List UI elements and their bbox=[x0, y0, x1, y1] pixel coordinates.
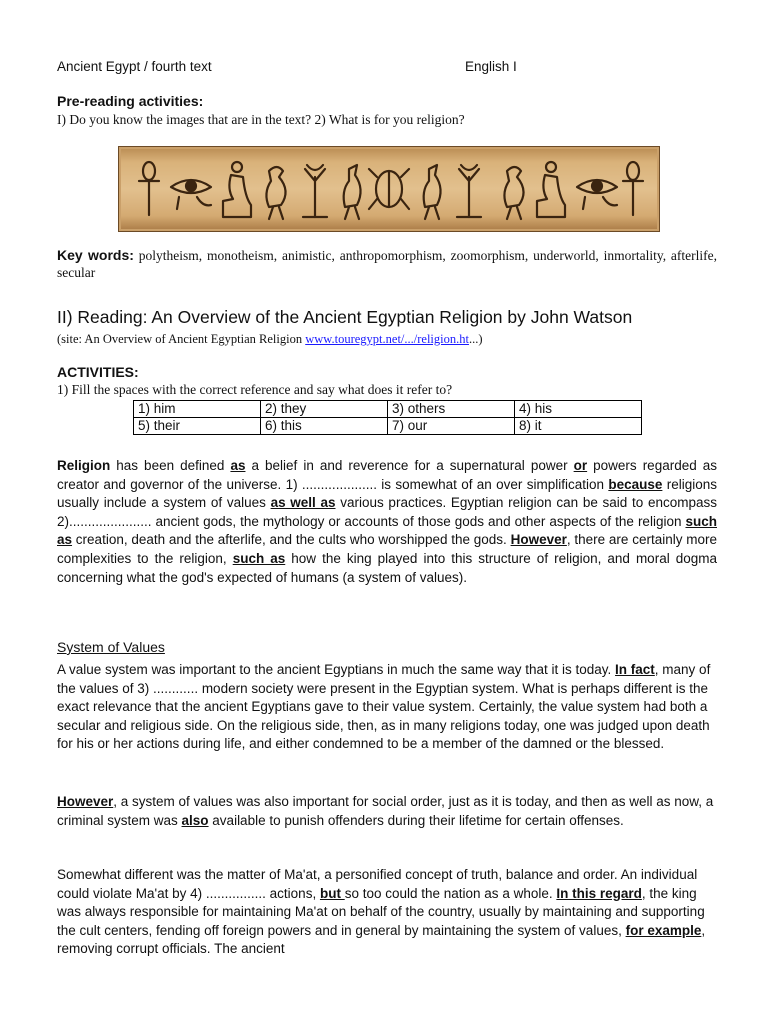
papyrus-glyph bbox=[457, 165, 481, 217]
table-cell: 4) his bbox=[515, 401, 642, 418]
connector-word: In fact bbox=[615, 662, 655, 677]
papyrus-glyph bbox=[303, 165, 327, 217]
text-run: religions usually include a system of values bbox=[57, 476, 717, 511]
source-link[interactable]: www.touregypt.net/.../religion.ht bbox=[305, 332, 469, 346]
table-cell: 6) this bbox=[261, 418, 388, 435]
table-row bbox=[134, 418, 642, 435]
text-run: , many of the values of 3) ............ modern society were present in the Egyptian system. What is perhaps different is the exact relevance that the ancient Egyptians gave to their value system. Certainly, the value system had both a secular and religious side. On the religious side, then, as in many religions today, one was judged upon death for his or her actions during life, and either condemned to be a member of the damned or the blessed. bbox=[57, 662, 711, 752]
values-paragraph-1 bbox=[57, 661, 717, 754]
connector-word: because bbox=[608, 476, 663, 492]
reading-title: II) Reading: An Overview of the Ancient Egyptian Religion by John Watson bbox=[57, 307, 633, 327]
text-run: powers regarded as creator and governor of the universe. 1) .................... is somewhat of an over simplification bbox=[57, 458, 718, 492]
text-run: various practices. Egyptian religion can be said to encompass 2)...................... ancient gods, the mythology or accounts of those gods and other aspects of the religion bbox=[57, 495, 718, 529]
text-run: , the king was always responsible for maintaining Ma'at on behalf of the country, usually by maintaining and supporting the cult centers, fending off foreign powers and in general by maintaining the system of values, bbox=[57, 885, 705, 938]
text-run: Somewhat different was the matter of Ma'at, a personified concept of truth, balance and order. An individual could violate Ma'at by 4) ................ actions, bbox=[57, 867, 698, 901]
seated-figure-glyph bbox=[223, 162, 251, 217]
hieroglyph-frieze bbox=[119, 147, 659, 231]
citation-suffix: ...) bbox=[468, 332, 483, 346]
connector-word: as bbox=[230, 458, 246, 473]
key-words-paragraph bbox=[57, 247, 717, 281]
text-run: , removing corrupt officials. The ancient bbox=[57, 922, 706, 957]
text-run: , a system of values was also important for social order, just as it is today, and then as well as now, a criminal system was bbox=[57, 794, 714, 828]
activities-instruction: 1) Fill the spaces with the correct reference and say what does it refer to? bbox=[57, 382, 453, 397]
bird-glyph bbox=[424, 165, 441, 219]
connector-word: However bbox=[510, 532, 567, 548]
key-words-label: Key words: bbox=[57, 247, 134, 263]
text-run: has been defined bbox=[110, 458, 231, 473]
values-paragraph-2 bbox=[57, 793, 717, 830]
ankh-glyph bbox=[623, 162, 643, 215]
table-cell: 2) they bbox=[261, 401, 388, 418]
table-row bbox=[134, 401, 642, 418]
seated-figure-glyph bbox=[537, 162, 565, 217]
text-run: how the king played into this structure of religion, and moral dogma concerning what the god's expected of humans (a system of values). bbox=[57, 550, 717, 585]
activities-heading: ACTIVITIES: bbox=[57, 364, 139, 380]
values-paragraph-3 bbox=[57, 866, 717, 959]
key-words-list: polytheism, monotheism, animistic, anthropomorphism, zoomorphism, underworld, inmortality, afterlife, secular bbox=[57, 248, 717, 280]
prereading-question: I) Do you know the images that are in the text? 2) What is for you religion? bbox=[57, 112, 465, 127]
eye-glyph bbox=[171, 180, 211, 209]
table-cell: 3) others bbox=[388, 401, 515, 418]
text-run: so too could the nation as a whole. bbox=[344, 885, 557, 901]
connector-word: as well as bbox=[270, 495, 336, 511]
connector-word: In this regard bbox=[556, 885, 642, 901]
table-cell: 7) our bbox=[388, 418, 515, 435]
connector-word: such as bbox=[232, 550, 286, 566]
hieroglyph-banner-image bbox=[118, 146, 660, 232]
bird-glyph bbox=[266, 167, 285, 219]
bird-glyph bbox=[504, 167, 523, 219]
table-cell: 1) him bbox=[134, 401, 261, 418]
reference-words-table bbox=[133, 400, 642, 435]
religion-term: Religion bbox=[57, 458, 111, 473]
text-run: available to punish offenders during their lifetime for certain offenses. bbox=[208, 812, 624, 828]
connector-word: However bbox=[57, 794, 114, 809]
text-run: , there are certainly more complexities to the religion, bbox=[57, 532, 717, 566]
bird-glyph bbox=[344, 165, 361, 219]
religion-paragraph bbox=[57, 457, 717, 587]
text-run: a belief in and reverence for a supernatural power bbox=[245, 458, 574, 473]
system-of-values-heading: System of Values bbox=[57, 639, 165, 655]
scarab-glyph bbox=[369, 169, 409, 209]
connector-word: but bbox=[319, 885, 345, 901]
connector-word: such as bbox=[57, 513, 717, 548]
connector-word: for example bbox=[625, 922, 702, 938]
connector-word: or bbox=[573, 458, 588, 473]
header-subject: English I bbox=[465, 59, 517, 74]
source-citation bbox=[57, 332, 483, 347]
header-course-title: Ancient Egypt / fourth text bbox=[57, 59, 212, 74]
text-run: creation, death and the afterlife, and the cults who worshipped the gods. bbox=[72, 532, 511, 548]
connector-word: also bbox=[181, 812, 209, 828]
citation-prefix: (site: An Overview of Ancient Egyptian Religion bbox=[57, 332, 306, 346]
prereading-heading: Pre-reading activities: bbox=[57, 93, 204, 109]
ankh-glyph bbox=[139, 162, 159, 215]
eye-glyph bbox=[577, 180, 617, 209]
text-run: A value system was important to the ancient Egyptians in much the same way that it is today. bbox=[57, 662, 616, 677]
table-cell: 8) it bbox=[515, 418, 642, 435]
table-cell: 5) their bbox=[134, 418, 261, 435]
